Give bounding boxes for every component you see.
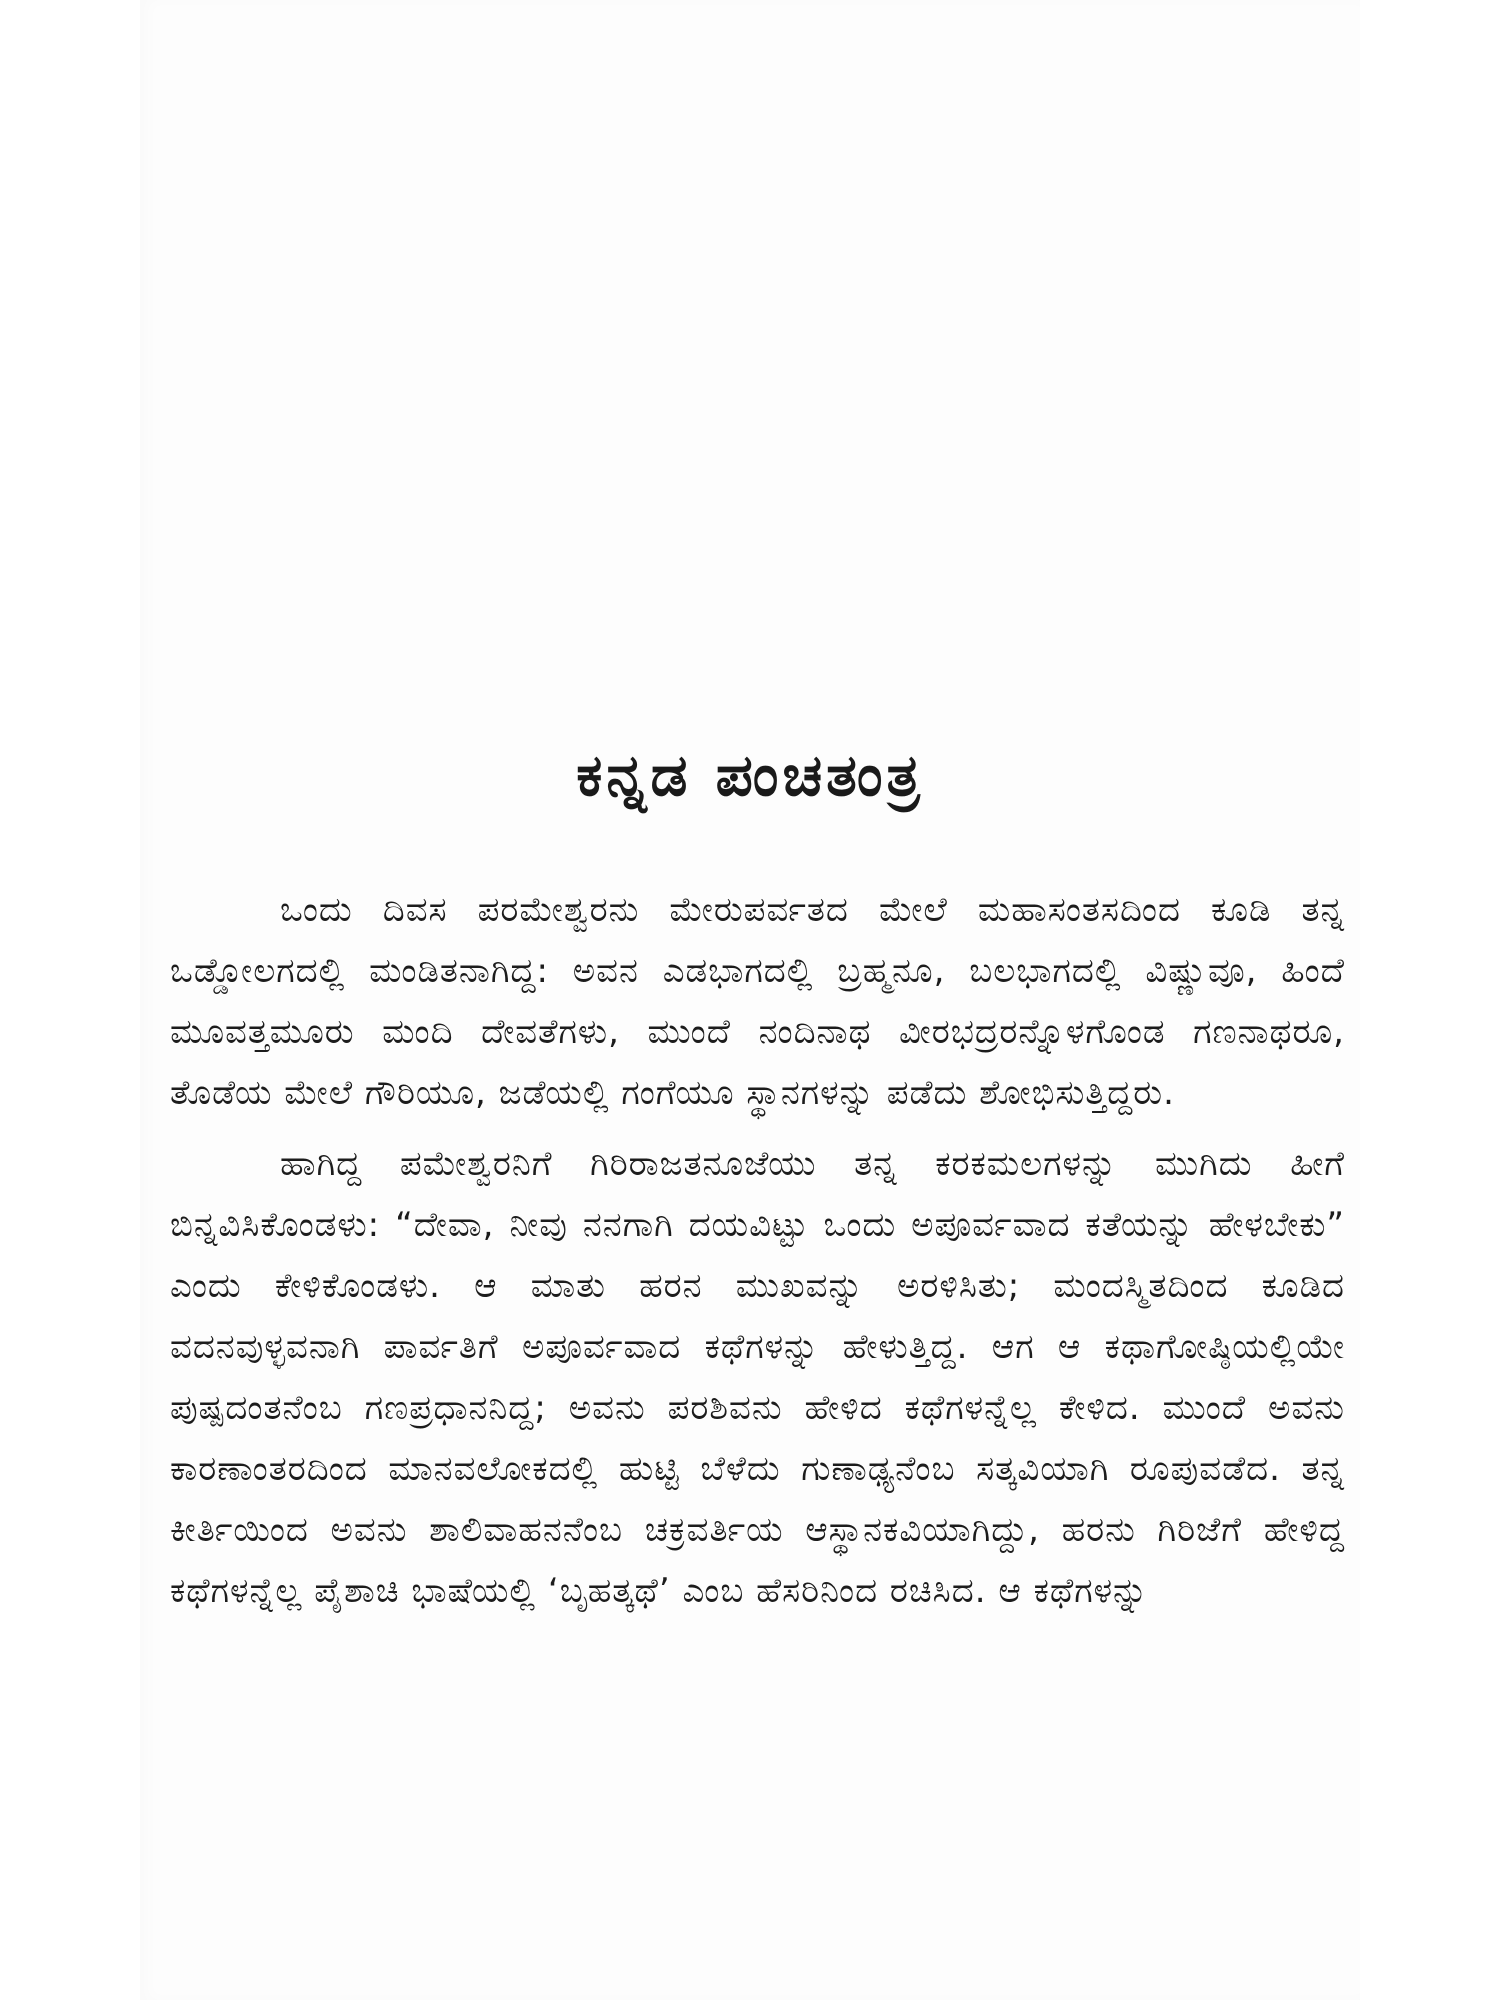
paragraph-1: ಒಂದು ದಿವಸ ಪರಮೇಶ್ವರನು ಮೇರುಪರ್ವತದ ಮೇಲೆ ಮಹಾಸಂತಸದಿಂದ ಕೂಡಿ ತನ್ನ ಒಡ್ಡೋಲಗದಲ್ಲಿ ಮಂಡಿತನಾಗಿದ್ದ: ಅವನ ಎಡಭಾಗದಲ್ಲಿ ಬ್ರಹ್ಮನೂ, ಬಲಭಾಗದಲ್ಲಿ ವಿಷ್ಣುವೂ, ಹಿಂದೆ ಮೂವತ್ತಮೂರು ಮಂದಿ ದೇವತೆಗಳು, ಮುಂದೆ ನಂದಿನಾಥ ವೀರಭದ್ರರನ್ನೊಳಗೊಂಡ ಗಣನಾಥರೂ, ತೊಡೆಯ ಮೇಲೆ ಗೌರಿಯೂ, ಜಡೆಯಲ್ಲಿ ಗಂಗೆಯೂ ಸ್ಥಾನಗಳನ್ನು ಪಡೆದು ಶೋಭಿಸುತ್ತಿದ್ದರು.: [170, 890, 1345, 1113]
paragraph-2: ಹಾಗಿದ್ದ ಪಮೇಶ್ವರನಿಗೆ ಗಿರಿರಾಜತನೂಜೆಯು ತನ್ನ ಕರಕಮಲಗಳನ್ನು ಮುಗಿದು ಹೀಗೆ ಬಿನ್ನವಿಸಿಕೊಂಡಳು: “ದೇವಾ, ನೀವು ನನಗಾಗಿ ದಯವಿಟ್ಟು ಒಂದು ಅಪೂರ್ವವಾದ ಕತೆಯನ್ನು ಹೇಳಬೇಕು” ಎಂದು ಕೇಳಿಕೊಂಡಳು. ಆ ಮಾತು ಹರನ ಮುಖವನ್ನು ಅರಳಿಸಿತು; ಮಂದಸ್ಮಿತದಿಂದ ಕೂಡಿದ ವದನವುಳ್ಳವನಾಗಿ ಪಾರ್ವತಿಗೆ ಅಪೂರ್ವವಾದ ಕಥೆಗಳನ್ನು ಹೇಳುತ್ತಿದ್ದ. ಆಗ ಆ ಕಥಾಗೋಷ್ಠಿಯಲ್ಲಿಯೇ ಪುಷ್ಪದಂತನೆಂಬ ಗಣಪ್ರಧಾನನಿದ್ದ; ಅವನು ಪರಶಿವನು ಹೇಳಿದ ಕಥೆಗಳನ್ನೆಲ್ಲ ಕೇಳಿದ. ಮುಂದೆ ಅವನು ಕಾರಣಾಂತರದಿಂದ ಮಾನವಲೋಕದಲ್ಲಿ ಹುಟ್ಟಿ ಬೆಳೆದು ಗುಣಾಢ್ಯನೆಂಬ ಸತ್ಕವಿಯಾಗಿ ರೂಪುವಡೆದ. ತನ್ನ ಕೀರ್ತಿಯಿಂದ ಅವನು ಶಾಲಿವಾಹನನೆಂಬ ಚಕ್ರವರ್ತಿಯ ಆಸ್ಥಾನಕವಿಯಾಗಿದ್ದು, ಹರನು ಗಿರಿಜೆಗೆ ಹೇಳಿದ್ದ ಕಥೆಗಳನ್ನೆಲ್ಲ ಪೈಶಾಚಿ ಭಾಷೆಯಲ್ಲಿ ‘ಬೃಹತ್ಕಥೆ’ ಎಂಬ ಹೆಸರಿನಿಂದ ರಚಿಸಿದ. ಆ ಕಥೆಗಳನ್ನು: [170, 1144, 1345, 1611]
page-title: ಕನ್ನಡ ಪಂಚತಂತ್ರ: [576, 741, 924, 809]
body-text: [170, 880, 1345, 1632]
